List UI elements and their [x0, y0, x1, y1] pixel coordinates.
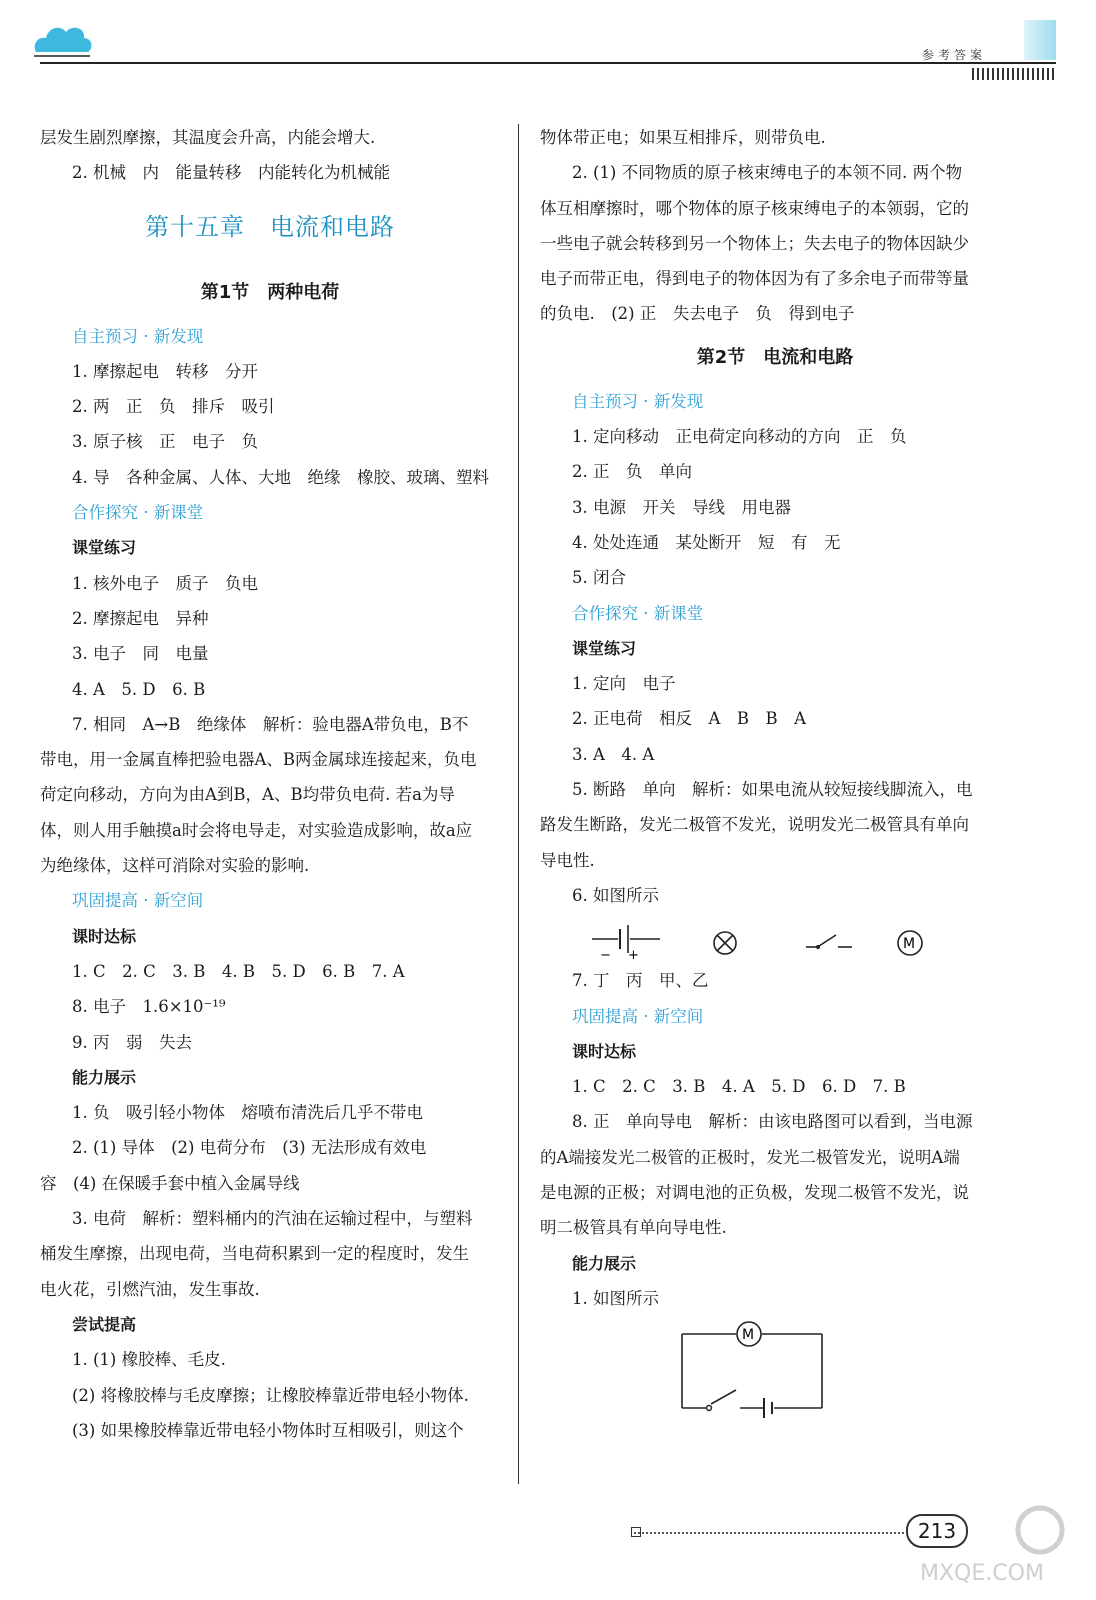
answer-line: 6. 如图所示 [572, 885, 659, 905]
answer-line: 2. 正电荷 相反 A B B A [572, 709, 807, 729]
answer-line: 3. 原子核 正 电子 负 [72, 432, 258, 452]
exercise-heading: 能力展示 [72, 1067, 137, 1087]
answer-line: 1. C 2. C 3. B 4. B 5. D 6. B 7. A [72, 961, 405, 981]
watermark-icon [900, 1490, 1070, 1590]
page-header [0, 0, 1096, 100]
subsection-heading: 合作探究 · 新课堂 [572, 603, 704, 623]
answer-line: 5. 闭合 [572, 568, 626, 588]
section-title: 第2节 电流和电路 [696, 346, 854, 368]
page-number: 213 [906, 1514, 968, 1548]
column-divider [518, 124, 519, 1484]
answer-line: 8. 电子 1.6×10⁻¹⁹ [72, 997, 226, 1017]
answer-line: 1. 定向移动 正电荷定向移动的方向 正 负 [572, 427, 907, 447]
subsection-heading: 巩固提高 · 新空间 [72, 891, 204, 911]
section-title: 第1节 两种电荷 [200, 281, 340, 303]
answer-line: 4. 导 各种金属、人体、大地 绝缘 橡胶、玻璃、塑料 [72, 467, 489, 487]
subsection-heading: 自主预习 · 新发现 [72, 326, 204, 346]
answer-line: 体，则人用手触摸a时会将电导走，对实验造成影响，故a应 [40, 820, 473, 840]
text-line: 物体带正电；如果互相排斥，则带负电. [540, 128, 826, 147]
answer-line: 的A端接发光二极管的正极时，发光二极管发光，说明A端 [540, 1147, 960, 1167]
exercise-heading: 课时达标 [572, 1041, 637, 1061]
plus-label: + [628, 948, 639, 964]
subsection-heading: 自主预习 · 新发现 [572, 391, 704, 411]
answer-line: 路发生断路，发光二极管不发光，说明发光二极管具有单向 [540, 815, 969, 835]
answer-line: 3. 电荷 解析：塑料桶内的汽油在运输过程中，与塑料 [72, 1209, 473, 1229]
circuit-symbols-svg [540, 913, 1010, 963]
answer-line: 1. 负 吸引轻小物体 熔喷布清洗后几乎不带电 [72, 1103, 423, 1123]
answer-line: 电子而带正电，得到电子的物体因为有了多余电子而带等量 [540, 269, 969, 289]
circuit-diagram-svg [540, 1316, 1010, 1426]
answer-line: 为绝缘体，这样可消除对实验的影响. [40, 856, 310, 876]
watermark-logo [900, 1490, 1070, 1590]
answer-line: 电火花，引燃汽油，发生事故. [40, 1279, 260, 1299]
answer-line: 2. 正 负 单向 [572, 462, 692, 482]
motor-symbol-icon [898, 931, 922, 955]
answer-line: 2. (1) 导体 (2) 电荷分布 (3) 无法形成有效电 [72, 1138, 427, 1158]
answer-line: 7. 相同 A→B 绝缘体 解析：验电器A带负电，B不 [72, 714, 469, 734]
answer-line: 1. 定向 电子 [572, 674, 676, 694]
answer-line: 4. A 5. D 6. B [72, 679, 206, 699]
cloud-logo-icon [30, 14, 100, 60]
switch-contact-icon [707, 1406, 712, 1411]
answer-line: 荷定向移动，方向为由A到B，A、B均带负电荷. 若a为导 [40, 785, 455, 805]
answer-line: 带电，用一金属直棒把验电器A、B两金属球连接起来，负电 [40, 750, 477, 770]
header-rule [40, 62, 1056, 64]
answer-line: (2) 将橡胶棒与毛皮摩擦；让橡胶棒靠近带电轻小物体. [72, 1385, 469, 1405]
motor-label: M [742, 1327, 755, 1344]
chapter-title: 第十五章 电流和电路 [145, 212, 395, 241]
answer-line: 2. 摩擦起电 异种 [72, 608, 209, 628]
subsection-heading: 合作探究 · 新课堂 [72, 503, 204, 523]
footer-dotted-line [634, 1532, 904, 1534]
answer-line: 9. 丙 弱 失去 [72, 1032, 192, 1052]
exercise-heading: 能力展示 [572, 1253, 637, 1273]
switch-symbol-icon [806, 935, 852, 949]
subsection-heading: 巩固提高 · 新空间 [572, 1006, 704, 1026]
answer-line: (3) 如果橡胶棒靠近带电轻小物体时互相吸引，则这个 [72, 1420, 464, 1440]
answer-line: 一些电子就会转移到另一个物体上；失去电子的物体因缺少 [540, 233, 969, 253]
answer-line: 8. 正 单向导电 解析：由该电路图可以看到，当电源 [572, 1112, 973, 1132]
motor-label: M [903, 936, 916, 953]
header-label: 参考答案 [921, 48, 986, 62]
answer-line: 1. 如图所示 [572, 1288, 659, 1308]
answer-line: 4. 处处连通 某处断开 短 有 无 [572, 532, 841, 552]
lamp-symbol-icon [714, 932, 736, 954]
answer-line: 3. 电子 同 电量 [72, 644, 209, 664]
answer-line: 容 (4) 在保暖手套中植入金属导线 [40, 1173, 300, 1193]
answer-line: 1. C 2. C 3. B 4. A 5. D 6. D 7. B [572, 1077, 906, 1097]
answer-line: 2. 两 正 负 排斥 吸引 [72, 397, 275, 417]
answer-line: 1. 核外电子 质子 负电 [72, 573, 258, 593]
exercise-heading: 课堂练习 [572, 638, 637, 658]
motor-symbol-icon [737, 1322, 761, 1346]
right-column [540, 120, 1010, 1426]
answer-line: 桶发生摩擦，出现电荷，当电荷积累到一定的程度时，发生 [40, 1244, 469, 1264]
answer-line: 5. 断路 单向 解析：如果电流从较短接线脚流入，电 [572, 780, 973, 800]
battery-symbol-icon [592, 925, 660, 963]
text-line: 2. 机械 内 能量转移 内能转化为机械能 [72, 163, 390, 183]
answer-line: 体互相摩擦时，哪个物体的原子核束缚电子的本领弱，它的 [540, 198, 969, 218]
answer-line: 1. (1) 橡胶棒、毛皮. [72, 1350, 226, 1370]
exercise-heading: 尝试提高 [72, 1314, 137, 1334]
answer-line: 3. 电源 开关 导线 用电器 [572, 497, 791, 517]
watermark-text: MXQE.COM [920, 1561, 1044, 1586]
answer-line: 导电性. [540, 850, 595, 870]
header-gradient [1024, 20, 1056, 60]
circuit-symbols-figure [540, 913, 1010, 963]
exercise-heading: 课时达标 [72, 926, 137, 946]
minus-label: − [600, 948, 611, 964]
answer-line: 3. A 4. A [572, 744, 655, 764]
answer-line: 的负电. (2) 正 失去电子 负 得到电子 [540, 304, 855, 324]
circuit-diagram-figure [540, 1316, 1010, 1426]
answer-line: 7. 丁 丙 甲、乙 [572, 971, 709, 991]
answer-line: 2. (1) 不同物质的原子核束缚电子的本领不同. 两个物 [572, 163, 963, 183]
left-column [40, 120, 500, 1448]
answer-line: 是电源的正极；对调电池的正负极，发现二极管不发光，说 [540, 1183, 969, 1203]
exercise-heading: 课堂练习 [72, 538, 137, 558]
text-line: 层发生剧烈摩擦，其温度会升高，内能会增大. [40, 128, 376, 147]
header-barcode [972, 68, 1056, 80]
answer-line: 明二极管具有单向导电性. [540, 1218, 727, 1238]
answer-line: 1. 摩擦起电 转移 分开 [72, 361, 258, 381]
